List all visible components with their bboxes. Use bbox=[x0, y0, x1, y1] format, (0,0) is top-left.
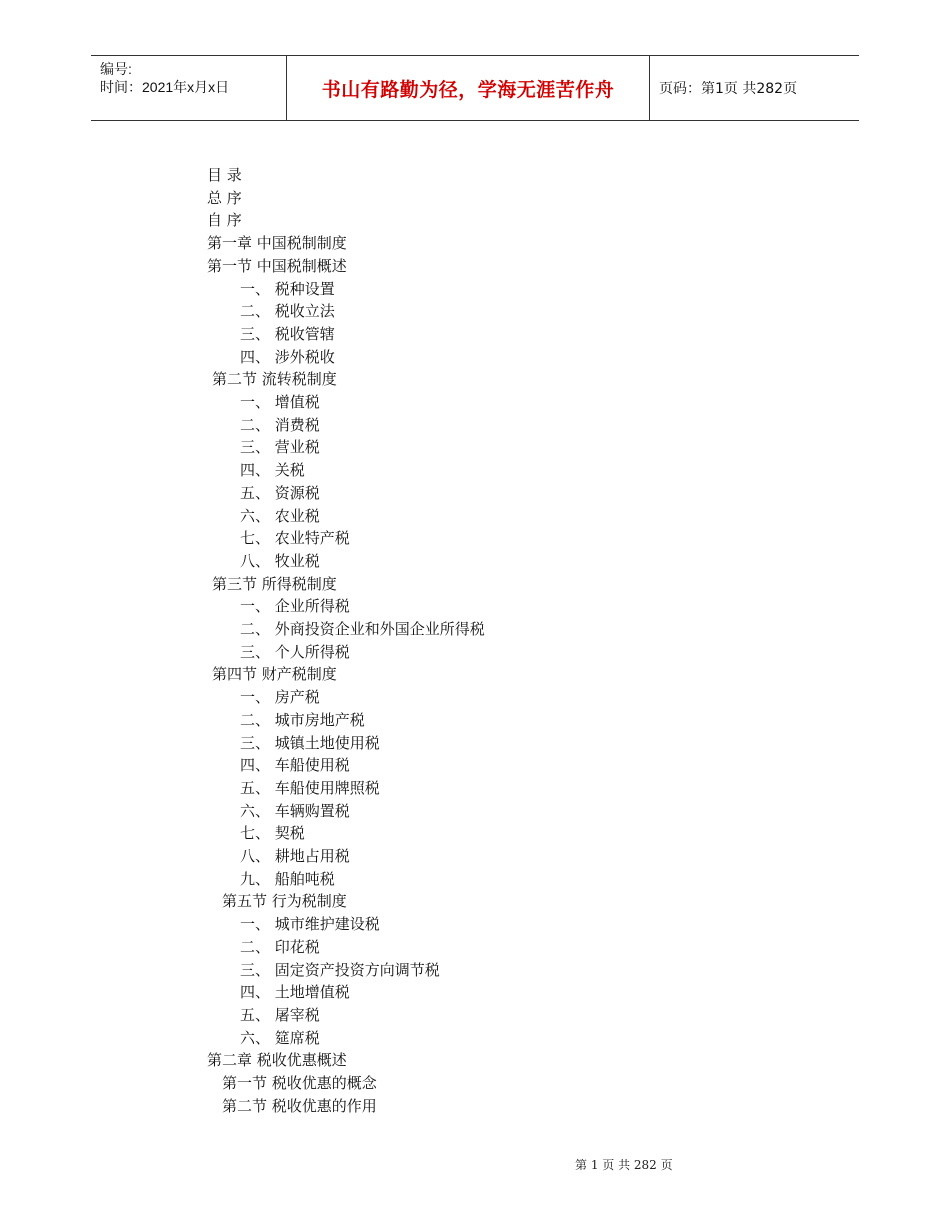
toc-entry[interactable]: 第二章 税收优惠概述 bbox=[207, 1051, 347, 1069]
toc-entry[interactable]: 三、 税收管辖 bbox=[240, 325, 335, 343]
header-page-info: 页码：第1页 共282页 bbox=[659, 81, 798, 97]
toc-entry[interactable]: 三、 营业税 bbox=[240, 438, 320, 456]
toc-entry[interactable]: 第二节 流转税制度 bbox=[212, 370, 337, 388]
toc-entry[interactable]: 二、 消费税 bbox=[240, 416, 320, 434]
toc-entry[interactable]: 一、 增值税 bbox=[240, 393, 320, 411]
toc-entry[interactable]: 七、 农业特产税 bbox=[240, 529, 350, 547]
toc-entry[interactable]: 五、 资源税 bbox=[240, 484, 320, 502]
toc-entry[interactable]: 四、 关税 bbox=[240, 461, 305, 479]
toc-entry[interactable]: 目 录 bbox=[207, 166, 242, 184]
toc-entry[interactable]: 第二节 税收优惠的作用 bbox=[222, 1097, 377, 1115]
toc-entry[interactable]: 三、 个人所得税 bbox=[240, 643, 350, 661]
footer-page-number: 第 1 页 共 282 页 bbox=[575, 1158, 673, 1172]
toc-entry[interactable]: 九、 船舶吨税 bbox=[240, 870, 335, 888]
toc-entry[interactable]: 二、 印花税 bbox=[240, 938, 320, 956]
toc-entry[interactable]: 自 序 bbox=[207, 211, 242, 229]
toc-entry[interactable]: 四、 涉外税收 bbox=[240, 348, 335, 366]
toc-entry[interactable]: 一、 房产税 bbox=[240, 688, 320, 706]
toc-entry[interactable]: 三、 固定资产投资方向调节税 bbox=[240, 961, 440, 979]
toc-entry[interactable]: 一、 税种设置 bbox=[240, 280, 335, 298]
toc-entry[interactable]: 第一节 中国税制概述 bbox=[207, 257, 347, 275]
toc-entry[interactable]: 四、 土地增值税 bbox=[240, 983, 350, 1001]
toc-entry[interactable]: 五、 屠宰税 bbox=[240, 1006, 320, 1024]
page-header bbox=[91, 55, 859, 121]
document-number-label: 编号: bbox=[100, 61, 132, 77]
toc-entry[interactable]: 第五节 行为税制度 bbox=[222, 892, 347, 910]
toc-entry[interactable]: 总 序 bbox=[207, 189, 242, 207]
toc-entry[interactable]: 二、 外商投资企业和外国企业所得税 bbox=[240, 620, 485, 638]
toc-entry[interactable]: 六、 农业税 bbox=[240, 507, 320, 525]
toc-entry[interactable]: 六、 车辆购置税 bbox=[240, 802, 350, 820]
toc-entry[interactable]: 八、 牧业税 bbox=[240, 552, 320, 570]
header-meta bbox=[91, 56, 286, 120]
toc-entry[interactable]: 第一章 中国税制制度 bbox=[207, 234, 347, 252]
toc-entry[interactable]: 第三节 所得税制度 bbox=[212, 575, 337, 593]
toc-entry[interactable]: 四、 车船使用税 bbox=[240, 756, 350, 774]
toc-entry[interactable]: 七、 契税 bbox=[240, 824, 305, 842]
toc-entry[interactable]: 一、 企业所得税 bbox=[240, 597, 350, 615]
toc-entry[interactable]: 三、 城镇土地使用税 bbox=[240, 734, 380, 752]
toc-entry[interactable]: 一、 城市维护建设税 bbox=[240, 915, 380, 933]
toc-entry[interactable]: 第一节 税收优惠的概念 bbox=[222, 1074, 377, 1092]
toc-entry[interactable]: 六、 筵席税 bbox=[240, 1029, 320, 1047]
header-motto: 书山有路勤为径，学海无涯苦作舟 bbox=[286, 56, 650, 120]
toc-entry[interactable]: 五、 车船使用牌照税 bbox=[240, 779, 380, 797]
toc-entry[interactable]: 八、 耕地占用税 bbox=[240, 847, 350, 865]
document-time-label: 时间：2021年x月x日 bbox=[100, 79, 230, 95]
toc-entry[interactable]: 二、 城市房地产税 bbox=[240, 711, 365, 729]
toc-entry[interactable]: 二、 税收立法 bbox=[240, 302, 335, 320]
toc-entry[interactable]: 第四节 财产税制度 bbox=[212, 665, 337, 683]
